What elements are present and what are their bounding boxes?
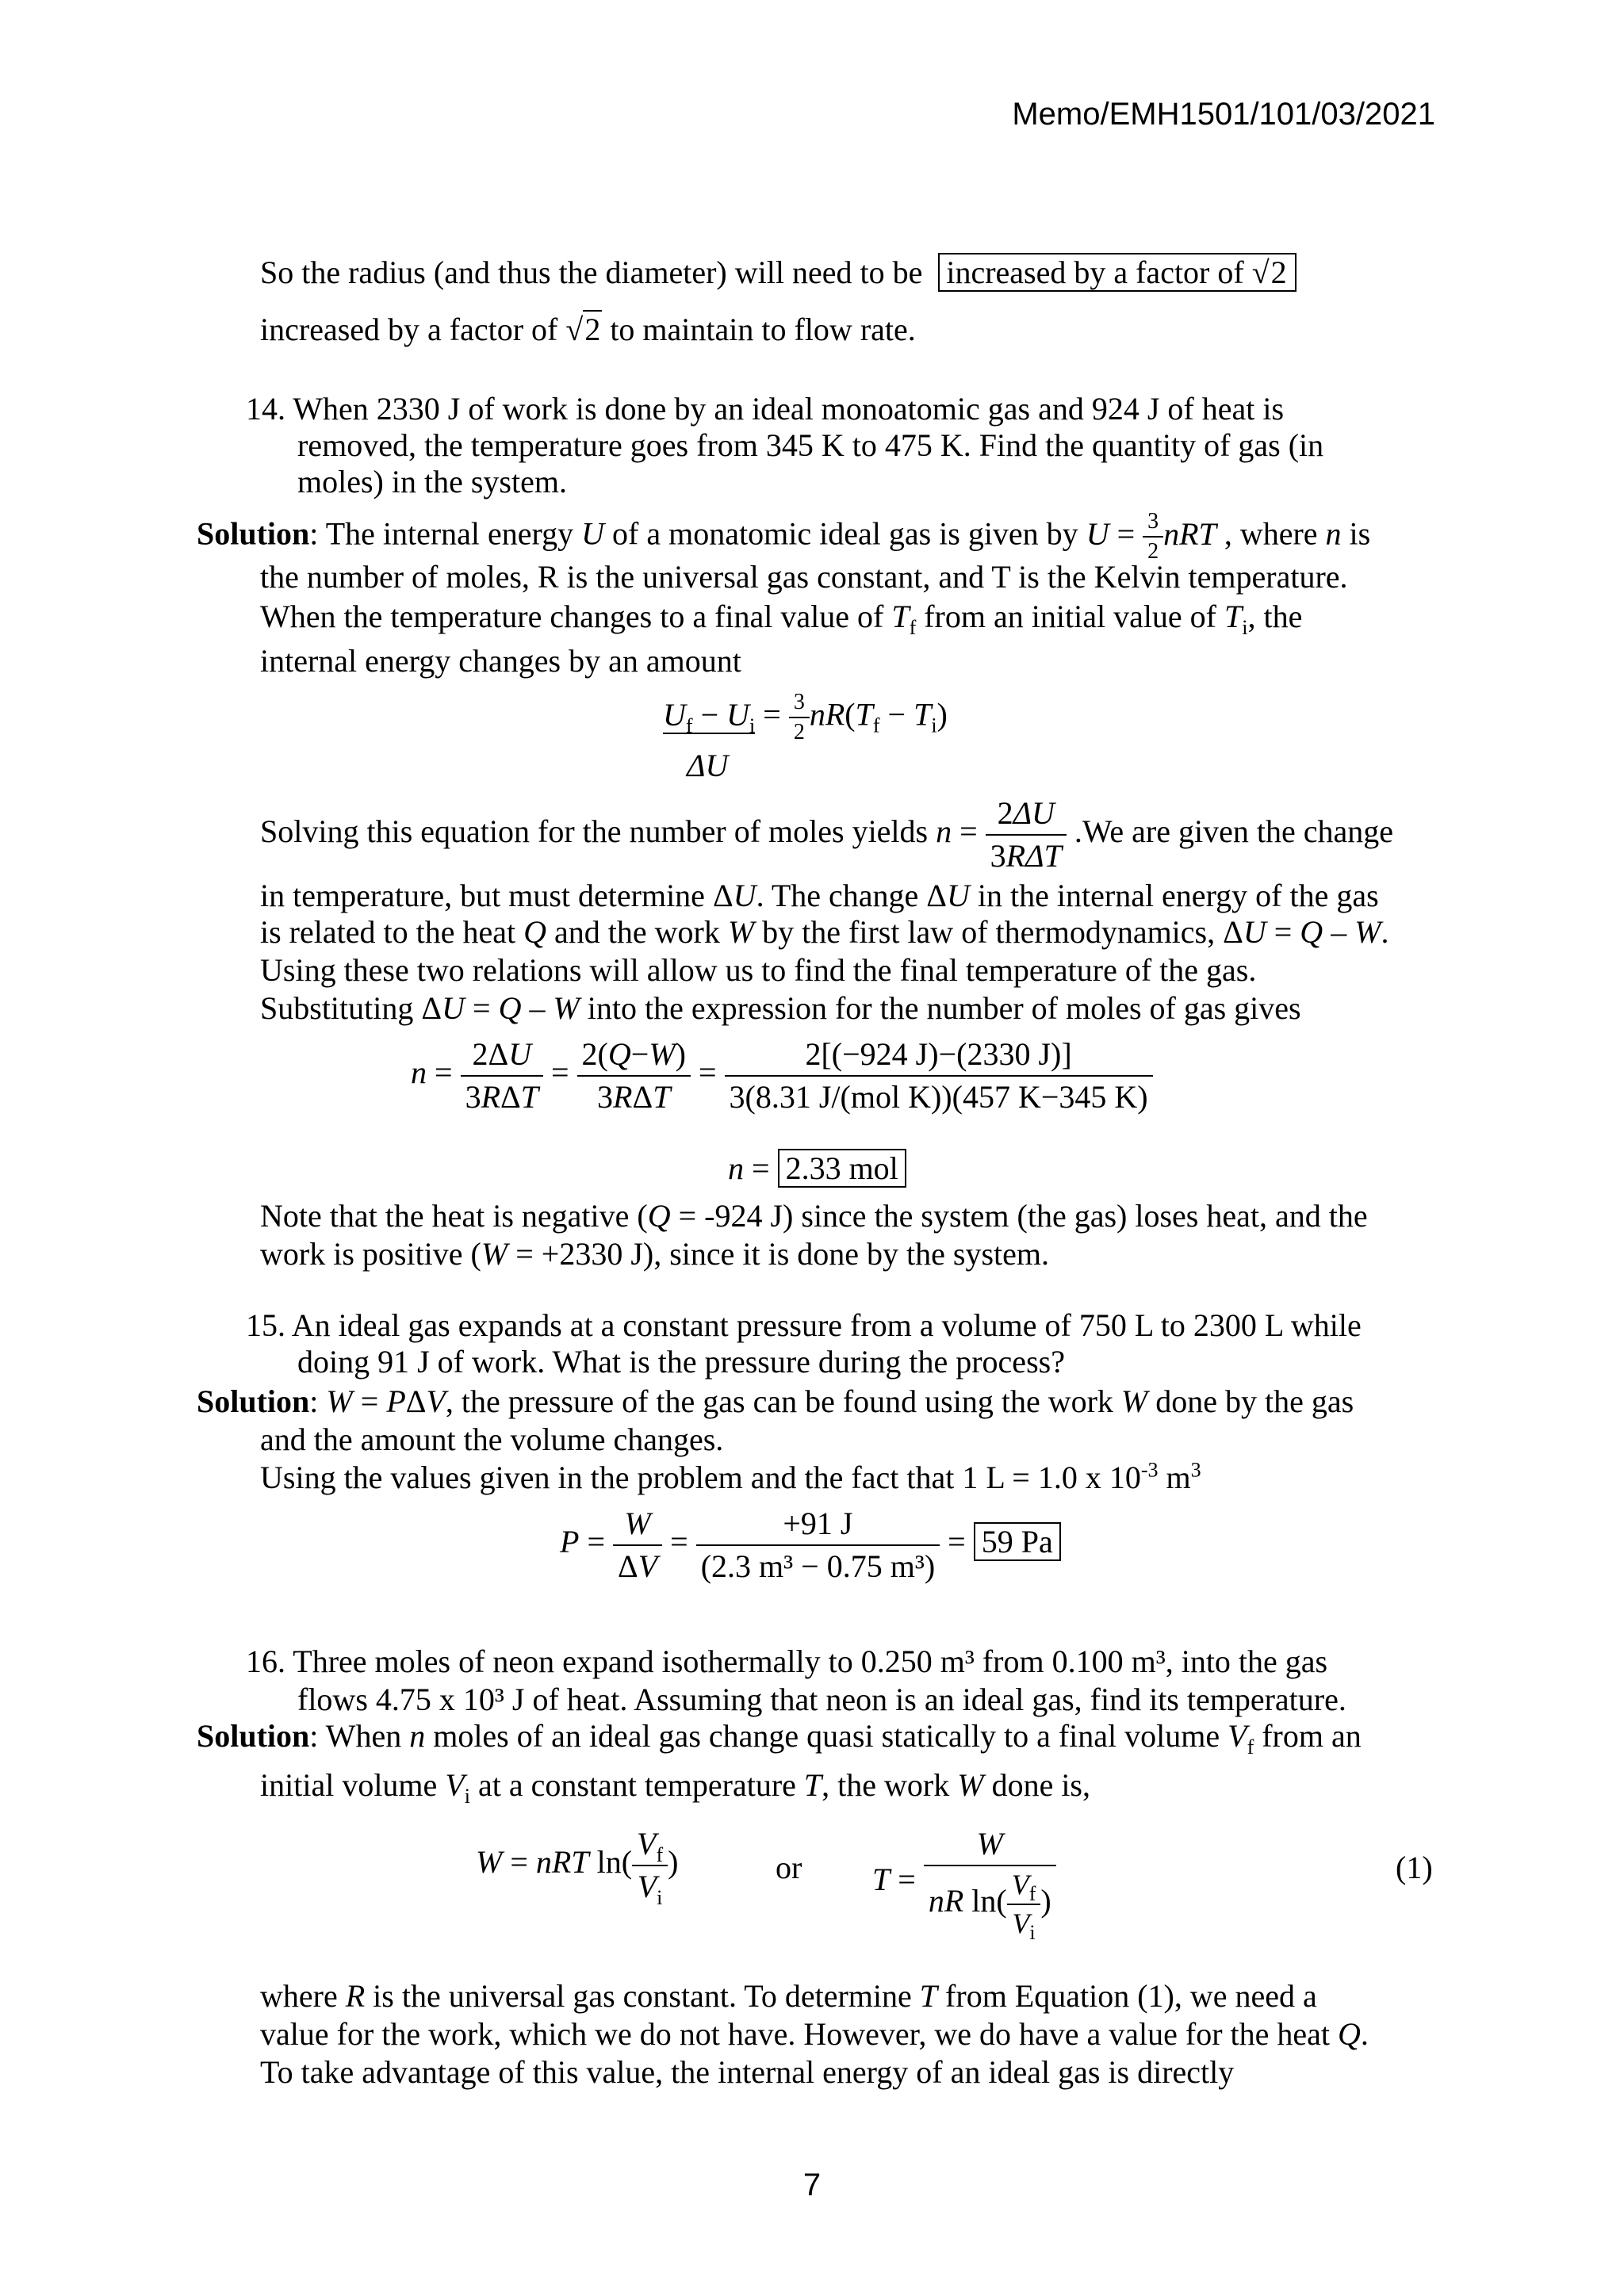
document-header: Memo/EMH1501/101/03/2021: [1012, 97, 1435, 132]
eq-isothermal-work: W = nRT ln( $\frac{V_f}{V_i}$ ): [476, 1826, 679, 1909]
q15-solution-line-3: Using the values given in the problem and the fact that 1 L = 1.0 x $10^{-3}$ $m^3$: [260, 1458, 1201, 1495]
q14-note-line-2: work is positive (W = +2330 J), since it is done by the system.: [260, 1236, 1050, 1272]
q14-solution-line-1: Solution: The internal energy U of a monatomic ideal gas is given by U = $\frac{3}{2}$ nRT , where n is: [197, 507, 1370, 567]
q16-solution-line-2: initial volume $V_i$ at a constant temperature T, the work W done is,: [260, 1767, 1090, 1808]
intro-text: So the radius (and thus the diameter) will need to be: [260, 254, 923, 290]
solution-label: Solution: [197, 515, 310, 552]
q16-solution-line-1: Solution: When n moles of an ideal gas change quasi statically to a final volume $V_f$ from an: [197, 1718, 1362, 1758]
eq-or: or: [776, 1850, 802, 1885]
q14-solution-line-5: Solving this equation for the number of moles yields n = $\frac{2\Delta U}{\text{3RΔT}}$ .We are given the change: [260, 793, 1393, 877]
q15-solution-line-1: Solution: W = PΔV, the pressure of the gas can be found using the work W done by the gas: [197, 1383, 1354, 1419]
intro-line-1: [260, 252, 1297, 293]
equation-number: (1): [1396, 1850, 1433, 1885]
eq-temperature: T = W nR ln( $\frac{V_f}{V_i}$ ): [872, 1823, 1056, 1942]
q16-para-line-1: where R is the universal gas constant. To determine T from Equation (1), we need a: [260, 1978, 1317, 2014]
q14-solution-line-8: Using these two relations will allow us to find the final temperature of the gas.: [260, 952, 1257, 988]
eq-moles: n = $\frac{2\Delta U}{\text{3RΔT}}$ = $\frac{2(Q-W)}{\text{3RΔT}}$ = $\frac{2[(-924 J)-(2330 J)]}{\text{3(8.31 J/(mol K))(457 K−345 K)}}$: [411, 1034, 1153, 1118]
q14-solution-line-6: in temperature, but must determine ΔU. The change ΔU in the internal energy of the gas: [260, 878, 1379, 913]
q14-note-line-1: Note that the heat is negative (Q = -924 J) since the system (the gas) loses heat, and the: [260, 1198, 1368, 1234]
solution-label: Solution: [197, 1718, 310, 1754]
q14-solution-line-4: internal energy changes by an amount: [260, 643, 741, 679]
internal-energy-formula: U = $\frac{3}{2}$ nRT: [1086, 516, 1216, 552]
boxed-answer: increased by a factor of √2: [938, 253, 1296, 292]
solution-label: Solution: [197, 1383, 310, 1419]
boxed-answer: 59 Pa: [974, 1522, 1061, 1561]
q15-solution-line-2: and the amount the volume changes.: [260, 1422, 724, 1457]
eq-delta-u-label: ΔU: [687, 748, 729, 783]
eq-delta-u: $U_f - U_i$ = $\frac{3}{2}$ $nR(T_f - T_i)$: [663, 688, 948, 748]
q15-line-1: 15. An ideal gas expands at a constant pressure from a volume of 750 L to 2300 L while: [246, 1307, 1362, 1343]
q14-solution-line-3: When the temperature changes to a final value of $T_f$ from an initial value of $T_i$, the: [260, 599, 1303, 639]
eq-moles-answer: n = 2.33 mol: [728, 1148, 906, 1189]
q14-solution-line-7: is related to the heat Q and the work W by the first law of thermodynamics, ΔU = Q – W.: [260, 914, 1389, 950]
q14-line-3: moles) in the system.: [297, 464, 567, 499]
page-number: 7: [802, 2168, 822, 2202]
q16-line-2: flows 4.75 x 10³ J of heat. Assuming that neon is an ideal gas, find its temperature.: [297, 1682, 1346, 1717]
q14-line-1: 14. When 2330 J of work is done by an ideal monoatomic gas and 924 J of heat is: [246, 391, 1285, 427]
boxed-answer: 2.33 mol: [778, 1149, 906, 1188]
q14-line-2: removed, the temperature goes from 345 K to 475 K. Find the quantity of gas (in: [297, 427, 1324, 463]
intro-line-2: increased by a factor of √2 to maintain to flow rate.: [260, 312, 916, 347]
q16-para-line-2: value for the work, which we do not have. However, we do have a value for the heat Q.: [260, 2016, 1369, 2052]
q16-para-line-3: To take advantage of this value, the internal energy of an ideal gas is directly: [260, 2054, 1235, 2090]
q14-solution-line-2: the number of moles, R is the universal gas constant, and T is the Kelvin temperature.: [260, 559, 1348, 595]
q15-line-2: doing 91 J of work. What is the pressure during the process?: [297, 1344, 1065, 1380]
q14-solution-line-9: Substituting ΔU = Q – W into the expression for the number of moles of gas gives: [260, 990, 1301, 1026]
q16-line-1: 16. Three moles of neon expand isothermally to 0.250 m³ from 0.100 m³, into the gas: [246, 1644, 1328, 1679]
eq-pressure: P = $\frac{W}{\Delta V}$ = $\frac{+91 J}{\text{(2.3 m³ − 0.75 m³)}}$ = 59 Pa: [560, 1503, 1061, 1587]
